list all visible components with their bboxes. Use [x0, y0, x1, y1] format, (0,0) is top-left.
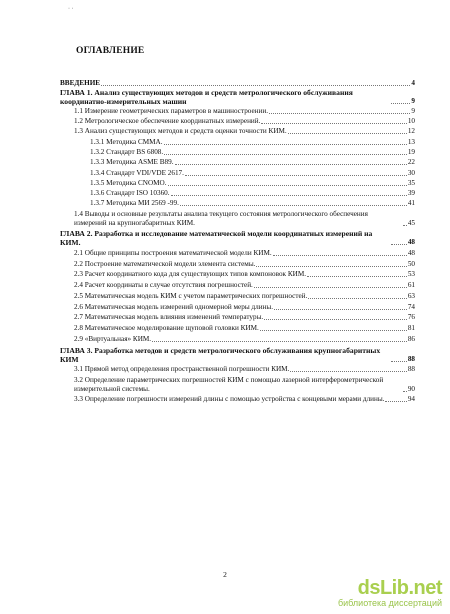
toc-entry-label: 1.3.2 Стандарт BS 6808. — [90, 148, 164, 156]
toc-entry[interactable] — [90, 148, 415, 157]
toc-entry-page: 86 — [407, 335, 415, 343]
toc-entry[interactable] — [74, 107, 415, 116]
toc-entry[interactable] — [90, 169, 415, 178]
toc-entry-page: 10 — [407, 117, 415, 125]
toc-entry-label: 3.3 Определение погрешности измерений длины с помощью устройства с концевыми мерами длины. — [74, 395, 385, 403]
toc-entry-label: ГЛАВА 3. Разработка методов и средств метрологического обслуживания крупногабаритных КИМ — [60, 346, 381, 364]
toc-entry-label: ГЛАВА 1. Анализ существующих методов и средств метрологического обслуживания координатно-измерительных машин — [60, 88, 353, 106]
toc-entry[interactable] — [74, 335, 415, 344]
toc-entry[interactable] — [90, 189, 415, 198]
toc-entry-page: 39 — [407, 189, 415, 197]
toc-entry-label: 2.6 Математическая модель измерений одномерной меры длины. — [74, 303, 274, 311]
toc-entry-page: 90 — [407, 385, 415, 393]
page-number: 2 — [223, 570, 227, 579]
toc-leader-dots — [403, 225, 407, 226]
toc-leader-dots — [185, 175, 407, 176]
toc-entry-page: 53 — [407, 270, 415, 278]
toc-entry-label: 1.4 Выводы и основные результаты анализа текущего состояния метрологического обеспечения измерений на крупногабаритных КИМ. — [74, 210, 368, 227]
toc-entry-page: 41 — [407, 199, 415, 207]
toc-entry-page: 50 — [407, 260, 415, 268]
toc-entry-page: 61 — [407, 281, 415, 289]
toc-leader-dots — [391, 103, 410, 104]
toc-entry[interactable] — [74, 376, 415, 394]
toc-entry[interactable] — [74, 210, 415, 228]
toc-leader-dots — [385, 401, 406, 402]
toc-entry[interactable] — [74, 324, 415, 333]
toc-entry[interactable] — [74, 292, 415, 301]
toc-entry-label: 2.7 Математическая модель влияния изменений температуры. — [74, 313, 264, 321]
toc-entry-page: 9 — [411, 97, 415, 105]
toc-entry-page: 48 — [407, 249, 415, 257]
toc-entry-page: 30 — [407, 169, 415, 177]
toc-entry-label: 1.3.3 Методика ASME B89. — [90, 158, 174, 166]
toc-leader-dots — [180, 205, 407, 206]
toc-entry-label: 2.1 Общие принципы построения математической модели КИМ. — [74, 249, 272, 257]
watermark-subtitle: библиотека диссертаций — [337, 598, 442, 608]
toc-leader-dots — [164, 154, 407, 155]
toc-entry[interactable] — [60, 229, 415, 247]
toc-leader-dots — [171, 195, 407, 196]
toc-entry-page: 88 — [407, 355, 415, 363]
toc-entry-page: 4 — [411, 79, 415, 87]
toc-leader-dots — [288, 133, 407, 134]
scan-speck: · · — [68, 6, 74, 12]
toc-leader-dots — [261, 123, 406, 124]
toc-leader-dots — [391, 361, 407, 362]
toc-entry[interactable] — [60, 346, 415, 364]
page-title: ОГЛАВЛЕНИЕ — [76, 46, 145, 56]
toc-entry-page: 63 — [407, 292, 415, 300]
toc-entry[interactable] — [74, 281, 415, 290]
toc-entry[interactable] — [90, 179, 415, 188]
toc-entry-page: 13 — [407, 138, 415, 146]
toc-entry[interactable] — [74, 313, 415, 322]
toc-entry[interactable] — [60, 88, 415, 106]
toc-entry-page: 22 — [407, 158, 415, 166]
toc-entry-label: 1.3.4 Стандарт VDI/VDE 2617. — [90, 169, 184, 177]
toc-leader-dots — [101, 85, 410, 86]
toc-entry-page: 9 — [411, 107, 415, 115]
toc-leader-dots — [256, 266, 406, 267]
toc-entry[interactable] — [90, 158, 415, 167]
watermark-logo: dsLib.net — [357, 577, 442, 599]
toc-leader-dots — [152, 341, 407, 342]
toc-entry-label: 2.2 Построение математической модели элемента системы. — [74, 260, 256, 268]
toc-entry-page: 45 — [407, 219, 415, 227]
toc-entry-label: 2.8 Математическое моделирование щуповой головки КИМ. — [74, 324, 259, 332]
toc-entry[interactable] — [90, 138, 415, 147]
toc-leader-dots — [274, 309, 407, 310]
toc-entry-label: 1.1 Измерение геометрических параметров в машиностроении. — [74, 107, 268, 115]
toc-leader-dots — [290, 371, 406, 372]
toc-leader-dots — [264, 319, 407, 320]
toc-entry-label: 2.5 Математическая модель КИМ с учетом параметрических погрешностей. — [74, 292, 308, 300]
toc-entry[interactable] — [74, 127, 415, 136]
toc-entry-page: 74 — [407, 303, 415, 311]
toc-entry-label: 1.3.6 Стандарт ISO 10360. — [90, 189, 170, 197]
toc-entry-page: 12 — [407, 127, 415, 135]
toc-entry[interactable] — [74, 395, 415, 404]
toc-entry-label: ГЛАВА 2. Разработка и исследование математической модели координатных измерений на КИМ. — [60, 229, 373, 247]
toc-leader-dots — [307, 276, 407, 277]
toc-entry-label: 1.3.1 Методика CMMA. — [90, 138, 163, 146]
toc-leader-dots — [260, 330, 407, 331]
toc-entry[interactable] — [74, 365, 415, 374]
toc-entry-label: 2.4 Расчет координаты в случае отсутствия погрешностей. — [74, 281, 253, 289]
toc-entry-label: 2.3 Расчет координатного кода для существующих типов компоновок КИМ. — [74, 270, 307, 278]
toc-entry[interactable] — [74, 303, 415, 312]
toc-entry-label: 3.1 Прямой метод определения пространственной погрешности КИМ. — [74, 365, 290, 373]
toc-leader-dots — [273, 255, 407, 256]
toc-entry[interactable] — [90, 199, 415, 208]
toc-entry-label: 2.9 «Виртуальная» КИМ. — [74, 335, 152, 343]
toc-leader-dots — [308, 298, 406, 299]
toc-leader-dots — [269, 113, 410, 114]
toc-leader-dots — [164, 144, 407, 145]
toc-entry-label: 1.2 Метрологическое обеспечение координатных измерений. — [74, 117, 261, 125]
toc-leader-dots — [254, 287, 407, 288]
toc-entry-page: 81 — [407, 324, 415, 332]
toc-entry-page: 35 — [407, 179, 415, 187]
toc-entry-label: 1.3.5 Методика CNOMO. — [90, 179, 167, 187]
toc-entry[interactable] — [60, 79, 415, 88]
toc-entry[interactable] — [74, 249, 415, 258]
toc-entry-page: 19 — [407, 148, 415, 156]
toc-entry[interactable] — [74, 260, 415, 269]
toc-entry[interactable] — [74, 270, 415, 279]
toc-leader-dots — [168, 185, 407, 186]
toc-entry-label: 1.3 Анализ существующих методов и средств оценки точности КИМ. — [74, 127, 287, 135]
toc-entry-label: 1.3.7 Методика МИ 2569 -99. — [90, 199, 179, 207]
toc-entry-label: ВВЕДЕНИЕ — [60, 79, 101, 87]
toc-entry[interactable] — [74, 117, 415, 126]
toc-entry-page: 88 — [407, 365, 415, 373]
toc-leader-dots — [391, 244, 407, 245]
toc-entry-label: 3.2 Определение параметрических погрешностей КИМ с помощью лазерной интерферометрической измерительной системы. — [74, 376, 384, 393]
toc-leader-dots — [403, 391, 407, 392]
toc-leader-dots — [175, 164, 407, 165]
toc-entry-page: 76 — [407, 313, 415, 321]
toc-entry-page: 48 — [407, 238, 415, 246]
watermark — [338, 577, 442, 608]
toc-entry-page: 94 — [407, 395, 415, 403]
